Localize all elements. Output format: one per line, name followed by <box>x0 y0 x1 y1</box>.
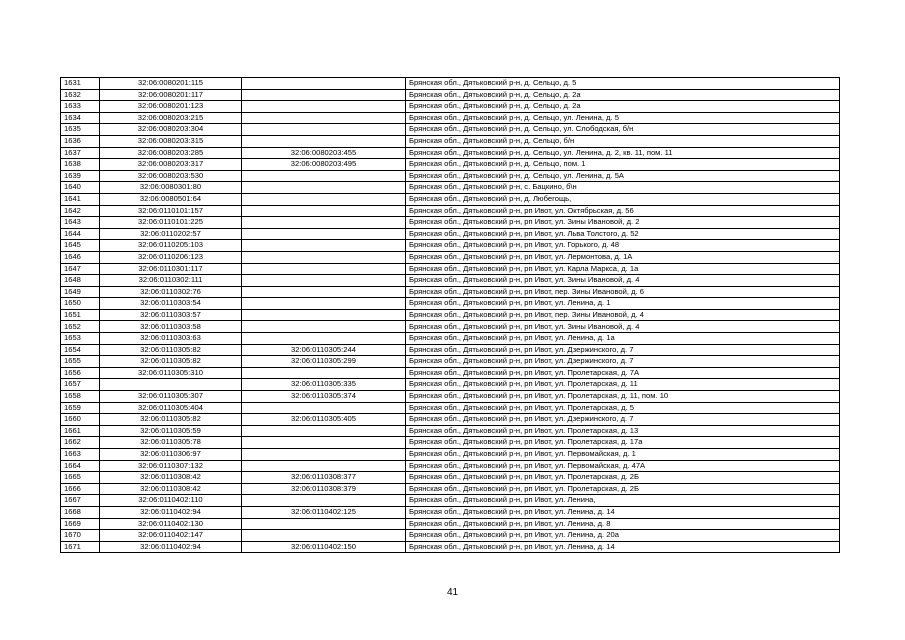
address-cell: Брянская обл., Дятьковский р-н, рп Ивот, ул. Ленина, д. 20а <box>406 530 840 542</box>
row-number-cell: 1638 <box>61 159 100 171</box>
address-cell: Брянская обл., Дятьковский р-н, рп Ивот, ул. Пролетарская, д. 13 <box>406 425 840 437</box>
row-number-cell: 1643 <box>61 217 100 229</box>
table-row <box>61 437 840 449</box>
cadastral-number-2-cell <box>242 263 406 275</box>
table-row <box>61 449 840 461</box>
row-number-cell: 1645 <box>61 240 100 252</box>
row-number-cell: 1647 <box>61 263 100 275</box>
cadastral-number-2-cell <box>242 402 406 414</box>
cadastral-number-cell: 32:06:0110305:310 <box>100 367 242 379</box>
row-number-cell: 1655 <box>61 356 100 368</box>
cadastral-number-2-cell <box>242 240 406 252</box>
cadastral-number-2-cell <box>242 170 406 182</box>
table-row <box>61 483 840 495</box>
table-row <box>61 240 840 252</box>
address-cell: Брянская обл., Дятьковский р-н, рп Ивот, ул. Дзержинского, д. 7 <box>406 344 840 356</box>
table-row <box>61 379 840 391</box>
cadastral-number-cell: 32:06:0080203:215 <box>100 112 242 124</box>
address-cell: Брянская обл., Дятьковский р-н, рп Ивот, ул. Зины Ивановой, д. 4 <box>406 321 840 333</box>
address-cell: Брянская обл., Дятьковский р-н, рп Ивот, ул. Пролетарская, д. 11, пом. 10 <box>406 391 840 403</box>
cadastral-number-2-cell: 32:06:0110308:377 <box>242 472 406 484</box>
cadastral-number-cell: 32:06:0110302:76 <box>100 286 242 298</box>
page-number: 41 <box>446 587 459 598</box>
cadastral-number-cell: 32:06:0080201:123 <box>100 101 242 113</box>
cadastral-number-2-cell <box>242 321 406 333</box>
address-cell: Брянская обл., Дятьковский р-н, д. Сельцо, д. 2а <box>406 101 840 113</box>
cadastral-number-2-cell <box>242 135 406 147</box>
cadastral-number-cell: 32:06:0110303:63 <box>100 333 242 345</box>
cadastral-number-2-cell <box>242 228 406 240</box>
cadastral-number-2-cell: 32:06:0110305:335 <box>242 379 406 391</box>
row-number-cell: 1670 <box>61 530 100 542</box>
address-cell: Брянская обл., Дятьковский р-н, рп Ивот, ул. Ленина, д. 8 <box>406 518 840 530</box>
table-row <box>61 275 840 287</box>
cadastral-number-cell <box>100 379 242 391</box>
row-number-cell: 1650 <box>61 298 100 310</box>
table-row <box>61 159 840 171</box>
cadastral-number-2-cell <box>242 182 406 194</box>
row-number-cell: 1656 <box>61 367 100 379</box>
row-number-cell: 1667 <box>61 495 100 507</box>
cadastral-number-cell: 32:06:0110305:59 <box>100 425 242 437</box>
table-row <box>61 321 840 333</box>
table-row <box>61 356 840 368</box>
row-number-cell: 1640 <box>61 182 100 194</box>
cadastral-number-2-cell <box>242 101 406 113</box>
cadastral-number-2-cell: 32:06:0080203:455 <box>242 147 406 159</box>
row-number-cell: 1632 <box>61 89 100 101</box>
cadastral-number-2-cell <box>242 309 406 321</box>
address-cell: Брянская обл., Дятьковский р-н, д. Сельцо, ул. Ленина, д. 5А <box>406 170 840 182</box>
row-number-cell: 1653 <box>61 333 100 345</box>
cadastral-number-cell: 32:06:0080301:80 <box>100 182 242 194</box>
cadastral-number-cell: 32:06:0110101:157 <box>100 205 242 217</box>
cadastral-number-2-cell <box>242 275 406 287</box>
cadastral-number-cell: 32:06:0110303:57 <box>100 309 242 321</box>
cadastral-number-cell: 32:06:0110308:42 <box>100 483 242 495</box>
table-row <box>61 472 840 484</box>
table-row <box>61 101 840 113</box>
cadastral-number-cell: 32:06:0110305:82 <box>100 344 242 356</box>
cadastral-number-2-cell <box>242 193 406 205</box>
address-cell: Брянская обл., Дятьковский р-н, рп Ивот, ул. Пролетарская, д. 5 <box>406 402 840 414</box>
address-cell: Брянская обл., Дятьковский р-н, д. Сельцо, ул. Ленина, д. 5 <box>406 112 840 124</box>
cadastral-number-2-cell <box>242 89 406 101</box>
address-cell: Брянская обл., Дятьковский р-н, рп Ивот, ул. Ленина, д. 14 <box>406 506 840 518</box>
address-cell: Брянская обл., Дятьковский р-н, д. Сельцо, ул. Ленина, д. 2, кв. 11, пом. 11 <box>406 147 840 159</box>
address-cell: Брянская обл., Дятьковский р-н, рп Ивот, ул. Зины Ивановой, д. 2 <box>406 217 840 229</box>
cadastral-number-2-cell: 32:06:0080203:495 <box>242 159 406 171</box>
table-row <box>61 286 840 298</box>
cadastral-number-cell: 32:06:0080203:285 <box>100 147 242 159</box>
table-row <box>61 367 840 379</box>
address-cell: Брянская обл., Дятьковский р-н, рп Ивот, ул. Горького, д. 48 <box>406 240 840 252</box>
cadastral-number-cell: 32:06:0110202:57 <box>100 228 242 240</box>
address-cell: Брянская обл., Дятьковский р-н, рп Ивот, ул. Первомайская, д. 1 <box>406 449 840 461</box>
address-cell: Брянская обл., Дятьковский р-н, д. Сельцо, ул. Слободская, б/н <box>406 124 840 136</box>
cadastral-number-cell: 32:06:0110303:54 <box>100 298 242 310</box>
cadastral-number-cell: 32:06:0110402:94 <box>100 506 242 518</box>
address-cell: Брянская обл., Дятьковский р-н, рп Ивот, ул. Льва Толстого, д. 52 <box>406 228 840 240</box>
table-row <box>61 193 840 205</box>
table-row <box>61 182 840 194</box>
table-row <box>61 263 840 275</box>
cadastral-number-2-cell: 32:06:0110305:244 <box>242 344 406 356</box>
address-cell: Брянская обл., Дятьковский р-н, д. Сельцо, пом. 1 <box>406 159 840 171</box>
address-cell: Брянская обл., Дятьковский р-н, рп Ивот, ул. Ленина, д. 1 <box>406 298 840 310</box>
address-cell: Брянская обл., Дятьковский р-н, рп Ивот, ул. Первомайская, д. 47А <box>406 460 840 472</box>
table-row <box>61 402 840 414</box>
table-row <box>61 217 840 229</box>
cadastral-number-2-cell <box>242 205 406 217</box>
row-number-cell: 1654 <box>61 344 100 356</box>
cadastral-number-cell: 32:06:0110306:97 <box>100 449 242 461</box>
cadastral-number-cell: 32:06:0080203:304 <box>100 124 242 136</box>
cadastral-number-2-cell <box>242 124 406 136</box>
table-row <box>61 518 840 530</box>
table-row <box>61 112 840 124</box>
table-row <box>61 344 840 356</box>
table-row <box>61 333 840 345</box>
row-number-cell: 1657 <box>61 379 100 391</box>
cadastral-number-2-cell <box>242 449 406 461</box>
cadastral-number-cell: 32:06:0110307:132 <box>100 460 242 472</box>
cadastral-number-2-cell <box>242 495 406 507</box>
row-number-cell: 1634 <box>61 112 100 124</box>
row-number-cell: 1665 <box>61 472 100 484</box>
cadastral-number-2-cell <box>242 425 406 437</box>
address-cell: Брянская обл., Дятьковский р-н, рп Ивот, ул. Пролетарская, д. 7А <box>406 367 840 379</box>
address-cell: Брянская обл., Дятьковский р-н, рп Ивот, ул. Карла Маркса, д. 1а <box>406 263 840 275</box>
cadastral-number-2-cell: 32:06:0110305:374 <box>242 391 406 403</box>
address-cell: Брянская обл., Дятьковский р-н, рп Ивот, ул. Дзержинского, д. 7 <box>406 414 840 426</box>
cadastral-number-2-cell: 32:06:0110402:150 <box>242 541 406 553</box>
cadastral-number-2-cell <box>242 298 406 310</box>
address-cell: Брянская обл., Дятьковский р-н, рп Ивот, ул. Пролетарская, д. 2Б <box>406 483 840 495</box>
cadastral-number-cell: 32:06:0080203:315 <box>100 135 242 147</box>
row-number-cell: 1641 <box>61 193 100 205</box>
table-row <box>61 414 840 426</box>
row-number-cell: 1669 <box>61 518 100 530</box>
row-number-cell: 1648 <box>61 275 100 287</box>
cadastral-number-2-cell: 32:06:0110305:299 <box>242 356 406 368</box>
row-number-cell: 1662 <box>61 437 100 449</box>
address-cell: Брянская обл., Дятьковский р-н, рп Ивот, ул. Пролетарская, д. 17а <box>406 437 840 449</box>
table-row <box>61 205 840 217</box>
table-row <box>61 135 840 147</box>
table-row <box>61 460 840 472</box>
row-number-cell: 1660 <box>61 414 100 426</box>
table-row <box>61 506 840 518</box>
cadastral-number-2-cell <box>242 217 406 229</box>
row-number-cell: 1668 <box>61 506 100 518</box>
table-row <box>61 78 840 90</box>
address-cell: Брянская обл., Дятьковский р-н, д. Любегощь, <box>406 193 840 205</box>
row-number-cell: 1642 <box>61 205 100 217</box>
cadastral-number-cell: 32:06:0110305:404 <box>100 402 242 414</box>
cadastral-number-2-cell <box>242 286 406 298</box>
row-number-cell: 1671 <box>61 541 100 553</box>
table-row <box>61 89 840 101</box>
address-cell: Брянская обл., Дятьковский р-н, рп Ивот, пер. Зины Ивановой, д. 4 <box>406 309 840 321</box>
table-row <box>61 228 840 240</box>
cadastral-number-cell: 32:06:0110402:147 <box>100 530 242 542</box>
cadastral-number-2-cell <box>242 78 406 90</box>
address-cell: Брянская обл., Дятьковский р-н, рп Ивот, ул. Октябрьская, д. 56 <box>406 205 840 217</box>
cadastral-number-cell: 32:06:0080203:317 <box>100 159 242 171</box>
cadastral-number-cell: 32:06:0110205:103 <box>100 240 242 252</box>
table-row <box>61 541 840 553</box>
row-number-cell: 1663 <box>61 449 100 461</box>
cadastral-number-2-cell: 32:06:0110308:379 <box>242 483 406 495</box>
cadastral-number-2-cell <box>242 112 406 124</box>
cadastral-number-cell: 32:06:0080201:117 <box>100 89 242 101</box>
address-cell: Брянская обл., Дятьковский р-н, рп Ивот, пер. Зины Ивановой, д. 6 <box>406 286 840 298</box>
row-number-cell: 1651 <box>61 309 100 321</box>
row-number-cell: 1644 <box>61 228 100 240</box>
row-number-cell: 1661 <box>61 425 100 437</box>
row-number-cell: 1637 <box>61 147 100 159</box>
address-cell: Брянская обл., Дятьковский р-н, рп Ивот, ул. Ленина, д. 1а <box>406 333 840 345</box>
cadastral-number-cell: 32:06:0080501:64 <box>100 193 242 205</box>
row-number-cell: 1646 <box>61 251 100 263</box>
table-row <box>61 309 840 321</box>
address-cell: Брянская обл., Дятьковский р-н, рп Ивот, ул. Пролетарская, д. 2Б <box>406 472 840 484</box>
cadastral-number-cell: 32:06:0110305:82 <box>100 414 242 426</box>
table-row <box>61 147 840 159</box>
cadastral-number-cell: 32:06:0110402:130 <box>100 518 242 530</box>
registry-table-body <box>61 78 840 553</box>
cadastral-number-2-cell <box>242 367 406 379</box>
address-cell: Брянская обл., Дятьковский р-н, рп Ивот, ул. Ленина, д. 14 <box>406 541 840 553</box>
row-number-cell: 1658 <box>61 391 100 403</box>
row-number-cell: 1636 <box>61 135 100 147</box>
address-cell: Брянская обл., Дятьковский р-н, с. Бацкино, б\н <box>406 182 840 194</box>
row-number-cell: 1635 <box>61 124 100 136</box>
table-row <box>61 495 840 507</box>
address-cell: Брянская обл., Дятьковский р-н, рп Ивот, ул. Лермонтова, д. 1А <box>406 251 840 263</box>
cadastral-number-cell: 32:06:0110402:110 <box>100 495 242 507</box>
cadastral-number-cell: 32:06:0110206:123 <box>100 251 242 263</box>
table-row <box>61 170 840 182</box>
table-row <box>61 124 840 136</box>
row-number-cell: 1649 <box>61 286 100 298</box>
cadastral-number-2-cell <box>242 251 406 263</box>
row-number-cell: 1659 <box>61 402 100 414</box>
row-number-cell: 1631 <box>61 78 100 90</box>
cadastral-number-2-cell <box>242 437 406 449</box>
cadastral-number-2-cell <box>242 518 406 530</box>
row-number-cell: 1639 <box>61 170 100 182</box>
cadastral-number-cell: 32:06:0110305:82 <box>100 356 242 368</box>
cadastral-number-cell: 32:06:0110305:307 <box>100 391 242 403</box>
address-cell: Брянская обл., Дятьковский р-н, рп Ивот, ул. Дзержинского, д. 7 <box>406 356 840 368</box>
cadastral-number-2-cell <box>242 333 406 345</box>
cadastral-number-cell: 32:06:0080201:115 <box>100 78 242 90</box>
cadastral-number-cell: 32:06:0110302:111 <box>100 275 242 287</box>
cadastral-number-2-cell <box>242 460 406 472</box>
cadastral-number-2-cell: 32:06:0110305:405 <box>242 414 406 426</box>
row-number-cell: 1633 <box>61 101 100 113</box>
table-row <box>61 391 840 403</box>
address-cell: Брянская обл., Дятьковский р-н, рп Ивот, ул. Ленина, <box>406 495 840 507</box>
row-number-cell: 1652 <box>61 321 100 333</box>
cadastral-number-cell: 32:06:0110308:42 <box>100 472 242 484</box>
cadastral-number-cell: 32:06:0080203:530 <box>100 170 242 182</box>
address-cell: Брянская обл., Дятьковский р-н, рп Ивот, ул. Пролетарская, д. 11 <box>406 379 840 391</box>
address-cell: Брянская обл., Дятьковский р-н, рп Ивот, ул. Зины Ивановой, д. 4 <box>406 275 840 287</box>
address-cell: Брянская обл., Дятьковский р-н, д. Сельцо, д. 5 <box>406 78 840 90</box>
registry-table <box>60 77 840 553</box>
cadastral-number-cell: 32:06:0110301:117 <box>100 263 242 275</box>
table-row <box>61 530 840 542</box>
row-number-cell: 1664 <box>61 460 100 472</box>
cadastral-number-cell: 32:06:0110402:94 <box>100 541 242 553</box>
cadastral-number-2-cell: 32:06:0110402:125 <box>242 506 406 518</box>
cadastral-number-2-cell <box>242 530 406 542</box>
cadastral-number-cell: 32:06:0110303:58 <box>100 321 242 333</box>
cadastral-number-cell: 32:06:0110305:78 <box>100 437 242 449</box>
table-row <box>61 251 840 263</box>
address-cell: Брянская обл., Дятьковский р-н, д. Сельцо, д. 2а <box>406 89 840 101</box>
table-row <box>61 298 840 310</box>
table-row <box>61 425 840 437</box>
cadastral-number-cell: 32:06:0110101:225 <box>100 217 242 229</box>
row-number-cell: 1666 <box>61 483 100 495</box>
address-cell: Брянская обл., Дятьковский р-н, д. Сельцо, б/н <box>406 135 840 147</box>
